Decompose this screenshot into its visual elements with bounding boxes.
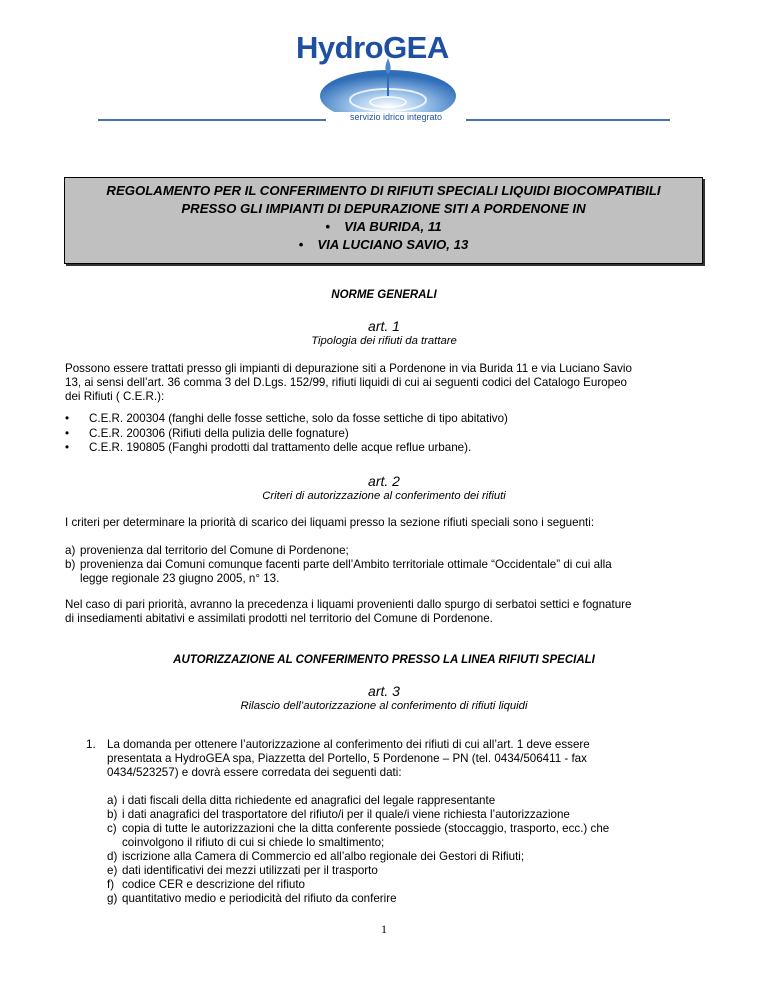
paragraph-line: La domanda per ottenere l’autorizzazione al conferimento dei rifiuti di cui all’art. 1 deve essere bbox=[107, 738, 590, 751]
section-heading-norme-generali: NORME GENERALI bbox=[331, 289, 437, 301]
paragraph-line: di insediamenti abitativi e assimilati prodotti nel territorio del Comune di Pordenone. bbox=[65, 612, 493, 625]
section-heading-autorizzazione: AUTORIZZAZIONE AL CONFERIMENTO PRESSO LA LINEA RIFIUTI SPECIALI bbox=[173, 654, 595, 666]
paragraph-line: 0434/523257) e dovrà essere corredata dei seguenti dati: bbox=[107, 766, 402, 779]
art-1-subtitle: Tipologia dei rifiuti da trattare bbox=[311, 335, 457, 347]
address-text: VIA BURIDA, 11 bbox=[344, 219, 442, 234]
paragraph-line: presentata a HydroGEA spa, Piazzetta del Portello, 5 Pordenone – PN (tel. 0434/506411 - fax bbox=[107, 752, 587, 765]
bullet-icon: • bbox=[65, 426, 70, 440]
list-item: f) codice CER e descrizione del rifiuto bbox=[107, 878, 306, 891]
logo-wordmark: HydroGEA bbox=[296, 30, 449, 65]
art-3-subtitle: Rilascio dell’autorizzazione al conferimento di rifiuti liquidi bbox=[240, 700, 528, 712]
list-item: a) i dati fiscali della ditta richiedente ed anagrafici del legale rappresentante bbox=[107, 794, 496, 807]
list-item: • C.E.R. 190805 (Fanghi prodotti dal trattamento delle acque reflue urbane). bbox=[65, 441, 472, 454]
list-item-continuation: legge regionale 23 giugno 2005, n° 13. bbox=[80, 572, 280, 585]
list-item: c) copia di tutte le autorizzazioni che la ditta conferente possiede (stoccaggio, trasporto, ecc.) che bbox=[107, 822, 610, 835]
art-1-cer-list bbox=[65, 412, 508, 456]
art-2-criteria-list bbox=[65, 544, 705, 586]
bullet-icon: • bbox=[65, 412, 70, 425]
art-1-label: art. 1 bbox=[368, 318, 400, 334]
bullet-icon: • bbox=[325, 219, 331, 234]
paragraph-line: 13, ai sensi dell’art. 36 comma 3 del D.Lgs. 152/99, rifiuti liquidi di cui ai seguenti codici del Catalogo Europeo bbox=[65, 376, 627, 389]
list-item: g) quantitativo medio e periodicità del rifiuto da conferire bbox=[107, 892, 397, 905]
list-item: b) i dati anagrafici del trasportatore del rifiuto/i per il quale/i viene richiesta l’autorizzazione bbox=[107, 808, 570, 821]
bullet-icon: • bbox=[298, 237, 304, 252]
paragraph-line: dei Rifiuti ( C.E.R.): bbox=[65, 390, 165, 403]
title-address-1 bbox=[65, 218, 702, 235]
logo-tagline: servizio idrico integrato bbox=[326, 112, 466, 124]
list-item: a) provenienza dal territorio del Comune di Pordenone; bbox=[65, 544, 349, 557]
list-item: e) dati identificativi dei mezzi utilizzati per il trasporto bbox=[107, 864, 378, 877]
paragraph-line: Possono essere trattati presso gli impianti di depurazione siti a Pordenone in via Burida 11 e via Luciano Savio bbox=[65, 362, 632, 375]
list-item: • C.E.R. 200304 (fanghi delle fosse settiche, solo da fosse settiche di tipo abitativo) bbox=[65, 412, 508, 425]
address-text: VIA LUCIANO SAVIO, 13 bbox=[317, 237, 469, 252]
art-2-intro: I criteri per determinare la priorità di scarico dei liquami presso la sezione rifiuti speciali sono i seguenti: bbox=[65, 516, 595, 529]
art-3-requirements-list bbox=[107, 794, 609, 906]
title-box bbox=[64, 177, 703, 264]
art-3-paragraph bbox=[107, 738, 590, 780]
title-line-2: PRESSO GLI IMPIANTI DI DEPURAZIONE SITI A PORDENONE IN bbox=[181, 201, 586, 216]
list-item: b) provenienza dai Comuni comunque facenti parte dell’Ambito territoriale ottimale “Occidentale” di cui alla bbox=[65, 558, 612, 571]
list-item-continuation: coinvolgono il rifiuto di cui si chiede lo smaltimento; bbox=[122, 836, 385, 849]
art-3-item-number: 1. bbox=[86, 738, 96, 751]
title-address-2 bbox=[65, 236, 702, 253]
art-2-label: art. 2 bbox=[368, 473, 400, 489]
title-line-1: REGOLAMENTO PER IL CONFERIMENTO DI RIFIUTI SPECIALI LIQUIDI BIOCOMPATIBILI bbox=[106, 183, 661, 198]
art-1-paragraph bbox=[65, 362, 632, 404]
list-item: d) iscrizione alla Camera di Commercio ed all’albo regionale dei Gestori di Rifiuti; bbox=[107, 850, 525, 863]
bullet-icon: • bbox=[65, 441, 70, 454]
hydrogea-logo bbox=[292, 30, 462, 125]
art-2-paragraph bbox=[65, 598, 631, 626]
list-item: • C.E.R. 200306 (Rifiuti della pulizia delle fognature) bbox=[65, 426, 349, 440]
art-2-subtitle: Criteri di autorizzazione al conferimento dei rifiuti bbox=[262, 490, 506, 502]
paragraph-line: Nel caso di pari priorità, avranno la precedenza i liquami provenienti dallo spurgo di serbatoi settici e fognature bbox=[65, 598, 632, 611]
art-3-label: art. 3 bbox=[368, 683, 400, 699]
page-number: 1 bbox=[381, 922, 387, 936]
